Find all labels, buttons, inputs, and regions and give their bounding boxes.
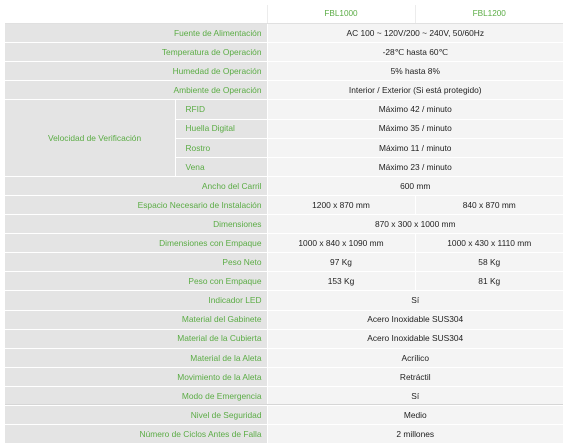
row-value-fbl1200: 81 Kg: [415, 272, 563, 291]
row-value: Interior / Exterior (Si está protegido): [267, 81, 563, 100]
table-row: [5, 367, 563, 386]
row-value: Acrílico: [267, 348, 563, 367]
table-row: [5, 272, 563, 291]
spec-sheet: [5, 5, 563, 444]
row-value: Acero Inoxidable SUS304: [267, 310, 563, 329]
table-row: [5, 62, 563, 81]
row-label: Dimensiones con Empaque: [5, 234, 267, 253]
row-label: Movimiento de la Aleta: [5, 367, 267, 386]
row-label: Ambiente de Operación: [5, 81, 267, 100]
table-row: [5, 24, 563, 43]
row-label: Ancho del Carril: [5, 176, 267, 195]
row-value: 870 x 300 x 1000 mm: [267, 215, 563, 234]
sub-label-vein: Vena: [175, 157, 267, 176]
row-value-fbl1200: 840 x 870 mm: [415, 195, 563, 214]
table-row: [5, 195, 563, 214]
row-value: 600 mm: [267, 176, 563, 195]
table-row: [5, 291, 563, 310]
row-value: -28℃ hasta 60℃: [267, 43, 563, 62]
table-row: [5, 81, 563, 100]
table-row: [5, 43, 563, 62]
row-label: Indicador LED: [5, 291, 267, 310]
table-row: [5, 234, 563, 253]
row-label: Fuente de Alimentación: [5, 24, 267, 43]
row-label: Material del Gabinete: [5, 310, 267, 329]
row-value: 5% hasta 8%: [267, 62, 563, 81]
table-row: [5, 100, 563, 119]
row-label: Humedad de Operación: [5, 62, 267, 81]
row-value: Máximo 42 / minuto: [267, 100, 563, 119]
column-header-fbl1200: FBL1200: [415, 5, 563, 24]
row-label: Peso Neto: [5, 253, 267, 272]
table-row: [5, 405, 563, 424]
row-label: Material de la Aleta: [5, 348, 267, 367]
row-value: Sí: [267, 291, 563, 310]
row-label: Temperatura de Operación: [5, 43, 267, 62]
row-value: 2 millones: [267, 425, 563, 444]
row-value-fbl1000: 153 Kg: [267, 272, 415, 291]
header-blank-cell: [5, 5, 267, 24]
row-label: Peso con Empaque: [5, 272, 267, 291]
row-value: AC 100 ~ 120V/200 ~ 240V, 50/60Hz: [267, 24, 563, 43]
table-row: [5, 215, 563, 234]
table-row: [5, 348, 563, 367]
row-value: Máximo 23 / minuto: [267, 157, 563, 176]
sub-label-face: Rostro: [175, 138, 267, 157]
row-label: Modo de Emergencia: [5, 386, 267, 405]
row-value-fbl1200: 58 Kg: [415, 253, 563, 272]
row-value: Sí: [267, 386, 563, 405]
column-header-fbl1000: FBL1000: [267, 5, 415, 24]
row-label: Espacio Necesario de Instalación: [5, 195, 267, 214]
row-value: Máximo 35 / minuto: [267, 119, 563, 138]
row-label: Nivel de Seguridad: [5, 405, 267, 424]
row-value: Acero Inoxidable SUS304: [267, 329, 563, 348]
table-row: [5, 310, 563, 329]
table-row: [5, 329, 563, 348]
table-row: [5, 386, 563, 405]
row-label: Número de Ciclos Antes de Falla: [5, 425, 267, 444]
sub-label-fingerprint: Huella Digital: [175, 119, 267, 138]
row-value: Medio: [267, 405, 563, 424]
table-row: [5, 425, 563, 444]
row-value-fbl1000: 97 Kg: [267, 253, 415, 272]
bottom-divider: [5, 404, 563, 405]
header-row: [5, 5, 563, 24]
row-label: Dimensiones: [5, 215, 267, 234]
row-value-fbl1200: 1000 x 430 x 1110 mm: [415, 234, 563, 253]
row-value: Retráctil: [267, 367, 563, 386]
table-row: [5, 253, 563, 272]
row-value-fbl1000: 1200 x 870 mm: [267, 195, 415, 214]
sub-label-rfid: RFID: [175, 100, 267, 119]
row-value-fbl1000: 1000 x 840 x 1090 mm: [267, 234, 415, 253]
table-row: [5, 176, 563, 195]
spec-table: [5, 5, 563, 444]
verification-speed-label: Velocidad de Verificación: [5, 100, 175, 176]
row-label: Material de la Cubierta: [5, 329, 267, 348]
row-value: Máximo 11 / minuto: [267, 138, 563, 157]
